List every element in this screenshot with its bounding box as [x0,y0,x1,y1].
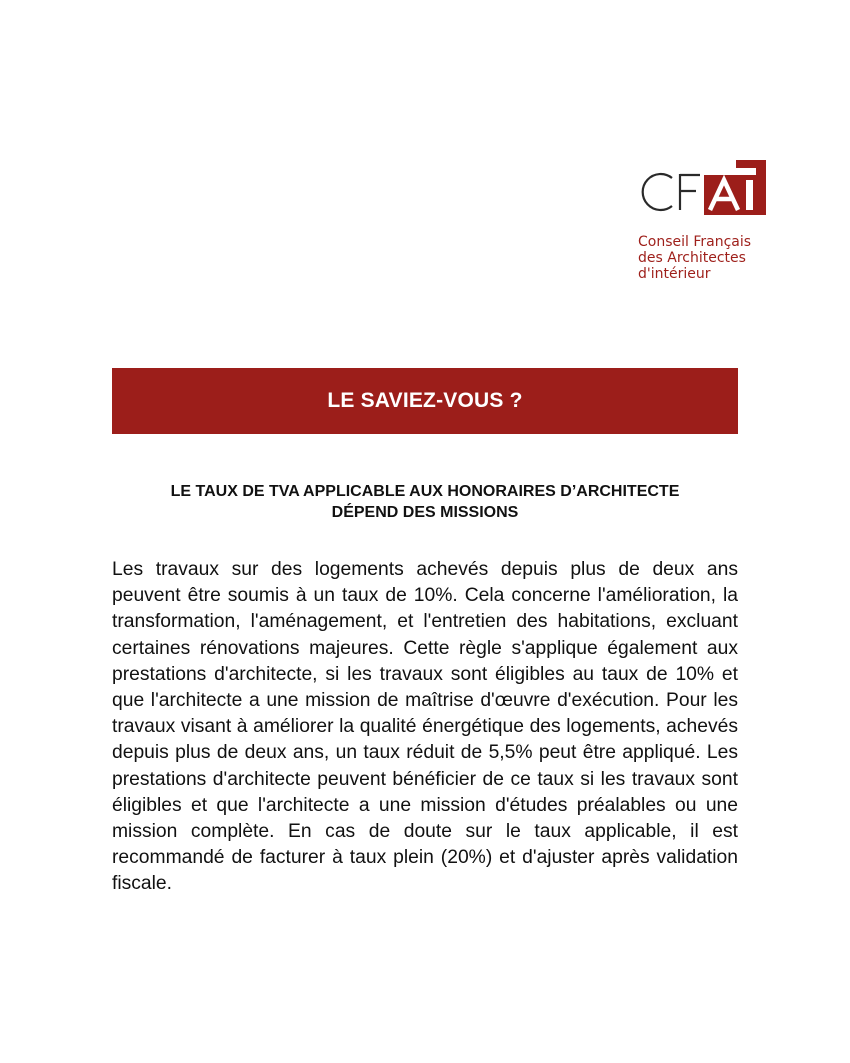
logo-letter-f [680,174,700,210]
subtitle-line-1: LE TAUX DE TVA APPLICABLE AUX HONORAIRES D’ARCHITECTE [170,483,680,500]
logo-red-block [704,175,766,215]
logo-line-2: des Architectes [638,250,746,266]
cfai-logo-mark [636,158,768,222]
logo-line-3: d'intérieur [638,266,711,282]
title-banner [112,368,738,434]
logo-red-accent [736,160,766,175]
logo-letter-c [643,174,672,210]
logo-letter-i [746,180,753,210]
section-subtitle [112,481,738,523]
body-paragraph: Les travaux sur des logements achevés depuis plus de deux ans peuvent être soumis à un taux de 10%. Cela concerne l'amélioration, la transformation, l'aménagement, et l'entretien des habitations, excluant certaines rénovations majeures. Cette règle s'applique également aux prestations d'architecte, si les travaux sont éligibles au taux de 10% et que l'architecte a une mission de maîtrise d'œuvre d'exécution. Pour les travaux visant à améliorer la qualité énergétique des logements, achevés depuis plus de deux ans, un taux réduit de 5,5% peut être appliqué. Les prestations d'architecte peuvent bénéficier de ce taux si les travaux sont éligibles et que l'architecte a une mission d'études préalables ou une mission complète. En cas de doute sur le taux applicable, il est recommandé de facturer à taux plein (20%) et d'ajuster après validation fiscale. [112,559,738,895]
logo-line-1: Conseil Français [638,234,752,250]
cfai-logo [636,158,776,290]
logo-wordmark [638,234,778,282]
subtitle-line-2: DÉPEND DES MISSIONS [331,504,519,521]
banner-title: LE SAVIEZ-VOUS ? [327,389,523,412]
